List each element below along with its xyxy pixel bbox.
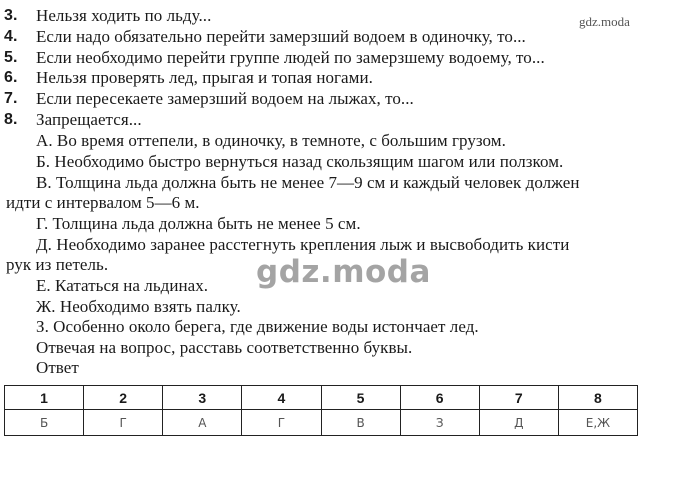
option-text: В. Толщина льда должна быть не менее 7—9 см и каждый человек должен — [36, 173, 580, 192]
answer-label: Ответ — [36, 358, 79, 377]
item-text: Запрещается... — [36, 110, 142, 129]
item-text: Если пересекаете замерзший водоем на лыжах, то... — [36, 89, 414, 108]
option-text-continued: рук из петель. — [6, 255, 109, 274]
instruction-text: Отвечая на вопрос, расставь соответственно буквы. — [36, 338, 413, 357]
answer-cell: З — [400, 410, 479, 436]
answer-cell: Г — [242, 410, 321, 436]
option-text: Ж. Необходимо взять палку. — [36, 297, 241, 316]
item-text: Если надо обязательно перейти замерзший водоем в одиночку, то... — [36, 27, 526, 46]
item-number: 6. — [4, 69, 18, 86]
option-text: Е. Кататься на льдинах. — [36, 276, 209, 295]
answer-cell: А — [163, 410, 242, 436]
header-cell: 1 — [5, 386, 84, 410]
option-text: З. Особенно около берега, где движение воды истончает лед. — [36, 317, 479, 336]
item-number: 5. — [4, 49, 18, 66]
answer-cell: Е,Ж — [558, 410, 637, 436]
answer-table-header-row — [5, 386, 638, 410]
item-text: Если необходимо перейти группе людей по замерзшему водоему, то... — [36, 48, 545, 67]
header-cell: 5 — [321, 386, 400, 410]
option-text-continued: идти с интервалом 5—6 м. — [6, 193, 200, 212]
answer-cell: Г — [84, 410, 163, 436]
watermark-small: gdz.moda — [579, 14, 630, 29]
item-number: 3. — [4, 7, 18, 24]
item-number: 8. — [4, 111, 18, 128]
watermark-big: gdz.moda — [256, 254, 431, 290]
option-text: Б. Необходимо быстро вернуться назад скользящим шагом или ползком. — [36, 152, 564, 171]
header-cell: 4 — [242, 386, 321, 410]
option-text: А. Во время оттепели, в одиночку, в темноте, с большим грузом. — [36, 131, 506, 150]
answer-cell: Б — [5, 410, 84, 436]
answer-cell: В — [321, 410, 400, 436]
option-text: Г. Толщина льда должна быть не менее 5 см. — [36, 214, 361, 233]
header-cell: 3 — [163, 386, 242, 410]
item-number: 7. — [4, 90, 18, 107]
answer-table-value-row — [5, 410, 638, 436]
answer-table — [4, 385, 638, 436]
header-cell: 7 — [479, 386, 558, 410]
option-text: Д. Необходимо заранее расстегнуть крепления лыж и высвободить кисти — [36, 235, 570, 254]
item-text: Нельзя ходить по льду... — [36, 6, 212, 25]
header-cell: 8 — [558, 386, 637, 410]
answer-cell: Д — [479, 410, 558, 436]
header-cell: 2 — [84, 386, 163, 410]
item-text: Нельзя проверять лед, прыгая и топая ногами. — [36, 68, 373, 87]
header-cell: 6 — [400, 386, 479, 410]
item-number: 4. — [4, 28, 18, 45]
